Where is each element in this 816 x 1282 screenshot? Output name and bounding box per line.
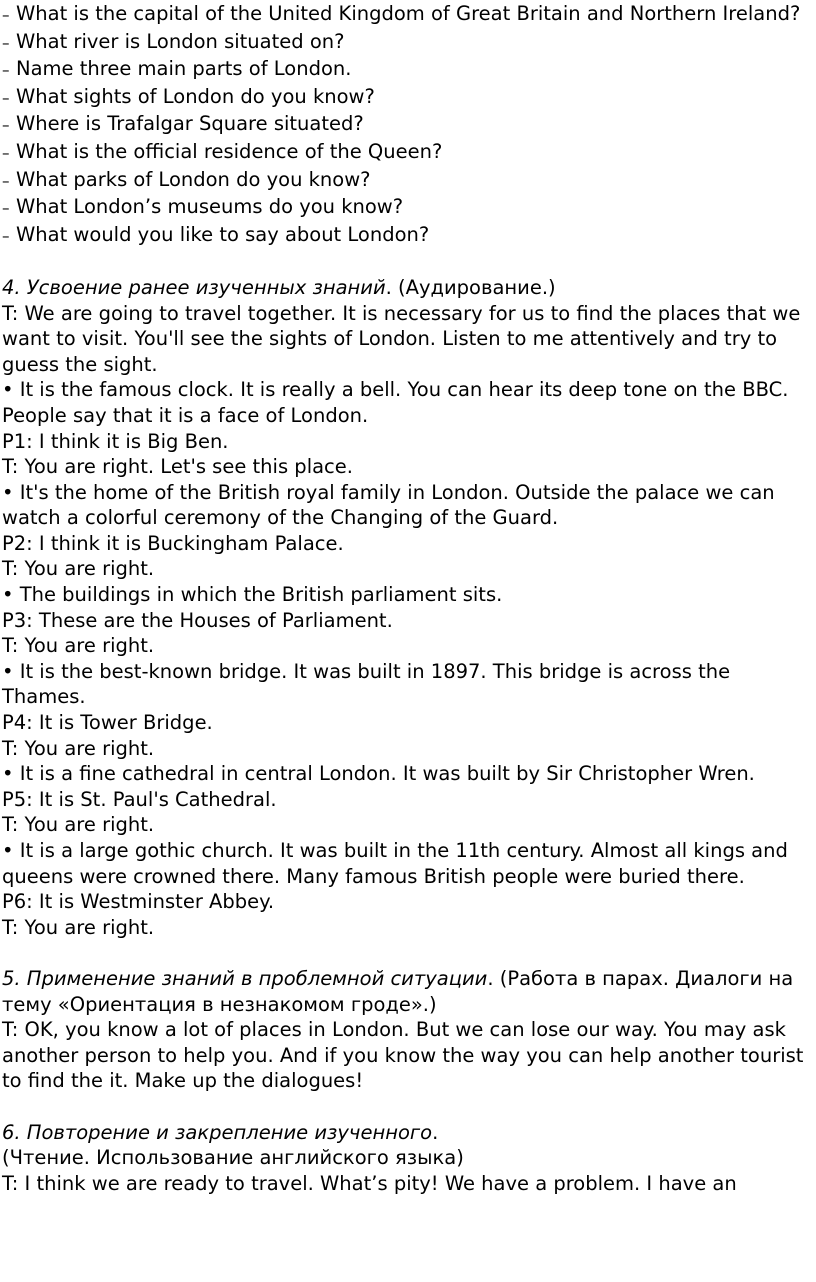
teacher-reply: T: You are right.: [2, 813, 155, 837]
question-item: – Where is Trafalgar Square situated?: [2, 111, 814, 139]
section-5: [2, 966, 814, 1094]
question-item: – What is the capital of the United Kingdom of Great Britain and Northern Ireland?: [2, 1, 814, 29]
section-heading: 5. Применение знаний в проблемной ситуации. (Работа в парах. Диалоги на тему «Ориентация в незнакомом гроде».): [2, 966, 794, 1016]
dash-bullet: –: [2, 61, 10, 80]
section-subtitle: (Чтение. Использование английского языка): [2, 1146, 464, 1170]
question-item: – What London’s museums do you know?: [2, 194, 814, 222]
sight-clue: • It is the famous clock. It is really a bell. You can hear its deep tone on the BBC. People say that it is a face of London.: [2, 378, 789, 427]
spacer: [2, 249, 814, 275]
question-list: [2, 1, 814, 249]
pupil-answer: P6: It is Westminster Abbey.: [2, 890, 275, 914]
sight-clue: • The buildings in which the British parliament sits.: [2, 583, 503, 607]
section-heading: 6. Повторение и закрепление изученного.: [2, 1120, 439, 1144]
teacher-reply: T: You are right.: [2, 736, 155, 760]
pupil-answer: P4: It is Tower Bridge.: [2, 711, 213, 735]
pupil-answer: P1: I think it is Big Ben.: [2, 429, 229, 453]
teacher-reply: T: You are right. Let's see this place.: [2, 455, 353, 479]
dash-bullet: –: [2, 171, 10, 190]
dash-bullet: –: [2, 33, 10, 52]
question-item: – What river is London situated on?: [2, 29, 814, 57]
dash-bullet: –: [2, 6, 10, 24]
teacher-text: T: I think we are ready to travel. What’s pity! We have a problem. I have an: [2, 1171, 737, 1195]
section-heading: 4. Усвоение ранее изученных знаний. (Аудирование.): [2, 275, 556, 299]
dash-bullet: –: [2, 143, 10, 162]
pupil-answer: P2: I think it is Buckingham Palace.: [2, 531, 344, 555]
section-6: [2, 1120, 814, 1197]
teacher-intro: T: We are going to travel together. It is necessary for us to find the places that we want to visit. You'll see the sights of London. Listen to me attentively and try to guess the sight.: [2, 301, 801, 376]
pupil-answer: P5: It is St. Paul's Cathedral.: [2, 787, 277, 811]
dash-bullet: –: [2, 226, 10, 245]
teacher-reply: T: You are right.: [2, 557, 155, 581]
question-item: – What is the official residence of the Queen?: [2, 139, 814, 167]
sight-clue: • It is a large gothic church. It was built in the 11th century. Almost all kings and queens were crowned there. Many famous British people were buried there.: [2, 839, 788, 888]
dash-bullet: –: [2, 116, 10, 135]
sight-clue: • It is a fine cathedral in central London. It was built by Sir Christopher Wren.: [2, 762, 755, 786]
teacher-text: T: OK, you know a lot of places in London. But we can lose our way. You may ask another person to help you. And if you know the way you can help another tourist to find the it. Make up the dialogues!: [2, 1018, 804, 1093]
teacher-reply: T: You are right.: [2, 915, 155, 939]
spacer: [2, 1094, 814, 1120]
question-item: – What sights of London do you know?: [2, 84, 814, 112]
sight-clue: • It is the best-known bridge. It was built in 1897. This bridge is across the Thames.: [2, 659, 731, 709]
question-item: – What parks of London do you know?: [2, 167, 814, 195]
teacher-reply: T: You are right.: [2, 634, 155, 658]
dash-bullet: –: [2, 199, 10, 218]
sight-clue: • It's the home of the British royal family in London. Outside the palace we can watch a colorful ceremony of the Changing of the Guard.: [2, 480, 775, 530]
dash-bullet: –: [2, 88, 10, 107]
pupil-answer: P3: These are the Houses of Parliament.: [2, 608, 393, 632]
spacer: [2, 940, 814, 966]
question-item: – Name three main parts of London.: [2, 56, 814, 84]
question-item: – What would you like to say about London?: [2, 222, 814, 250]
section-4: [2, 275, 814, 940]
